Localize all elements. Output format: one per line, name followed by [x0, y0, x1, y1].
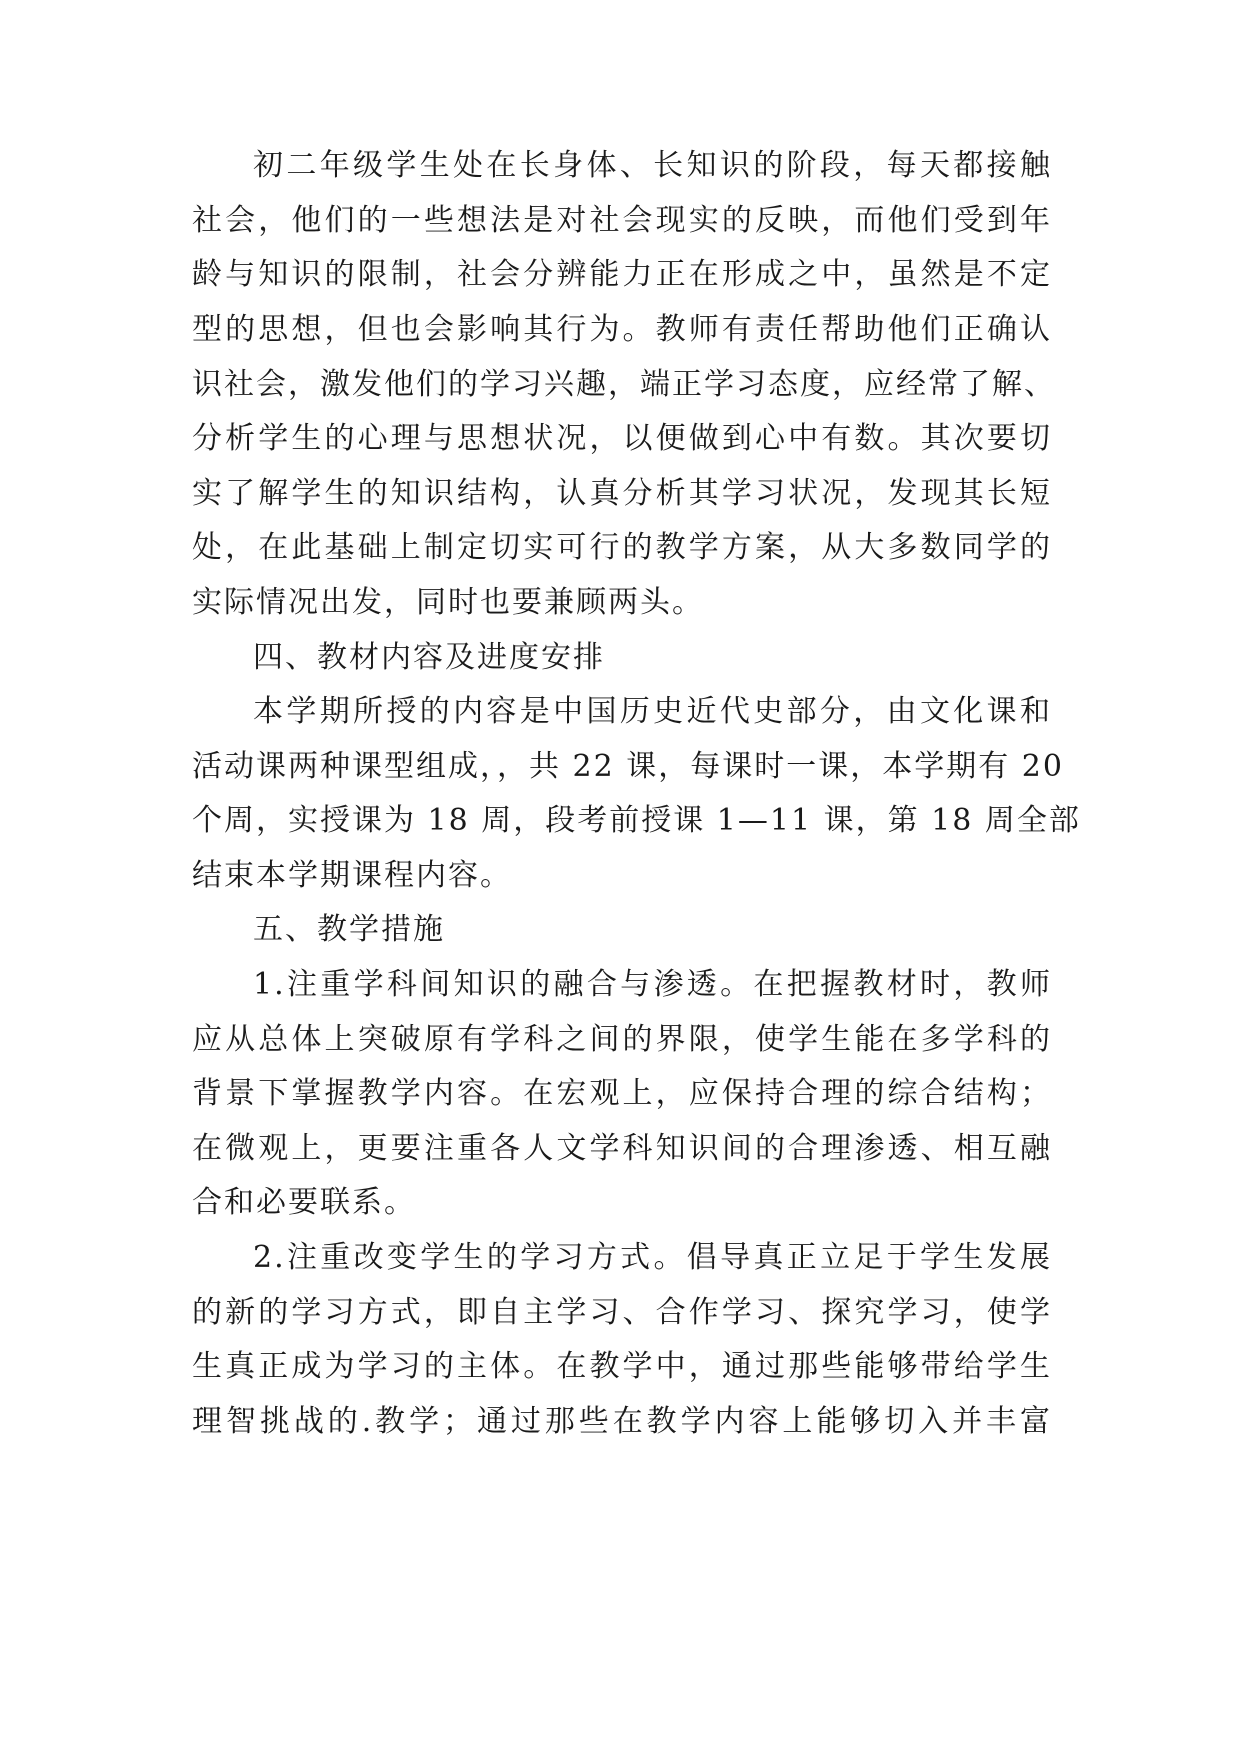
text-line: 理智挑战的.教学；通过那些在教学内容上能够切入并丰富 — [192, 1404, 1052, 1439]
text-line: 初二年级学生处在长身体、长知识的阶段，每天都接触 — [253, 148, 1052, 183]
text-line: 应从总体上突破原有学科之间的界限，使学生能在多学科的 — [192, 1022, 1052, 1057]
text-line: 实际情况出发，同时也要兼顾两头。 — [192, 585, 704, 620]
section-heading: 四、教材内容及进度安排 — [253, 640, 605, 675]
text-line: 在微观上，更要注重各人文学科知识间的合理渗透、相互融 — [192, 1131, 1052, 1166]
text-line: 背景下掌握教学内容。在宏观上，应保持合理的综合结构； — [192, 1076, 1052, 1111]
text-line: 型的思想，但也会影响其行为。教师有责任帮助他们正确认 — [192, 312, 1052, 347]
text-line: 个周，实授课为 18 周，段考前授课 1—11 课，第 18 周全部 — [192, 803, 1081, 838]
text-line: 龄与知识的限制，社会分辨能力正在形成之中，虽然是不定 — [192, 257, 1052, 292]
text-line: 处，在此基础上制定切实可行的教学方案，从大多数同学的 — [192, 530, 1052, 565]
section-heading: 五、教学措施 — [253, 912, 445, 947]
text-line: 2.注重改变学生的学习方式。倡导真正立足于学生发展 — [253, 1240, 1052, 1275]
text-line: 的新的学习方式，即自主学习、合作学习、探究学习，使学 — [192, 1295, 1052, 1330]
text-line: 社会，他们的一些想法是对社会现实的反映，而他们受到年 — [192, 203, 1052, 238]
text-line: 1.注重学科间知识的融合与渗透。在把握教材时，教师 — [253, 967, 1052, 1002]
text-line: 合和必要联系。 — [192, 1185, 416, 1220]
text-line: 活动课两种课型组成，，共 22 课，每课时一课，本学期有 20 — [192, 749, 1064, 784]
text-line: 本学期所授的内容是中国历史近代史部分，由文化课和 — [253, 694, 1052, 729]
text-line: 分析学生的心理与思想状况，以便做到心中有数。其次要切 — [192, 421, 1052, 456]
text-line: 实了解学生的知识结构，认真分析其学习状况，发现其长短 — [192, 476, 1052, 511]
text-line: 结束本学期课程内容。 — [192, 858, 512, 893]
text-line: 生真正成为学习的主体。在教学中，通过那些能够带给学生 — [192, 1349, 1052, 1384]
text-line: 识社会，激发他们的学习兴趣，端正学习态度，应经常了解、 — [192, 367, 1056, 402]
